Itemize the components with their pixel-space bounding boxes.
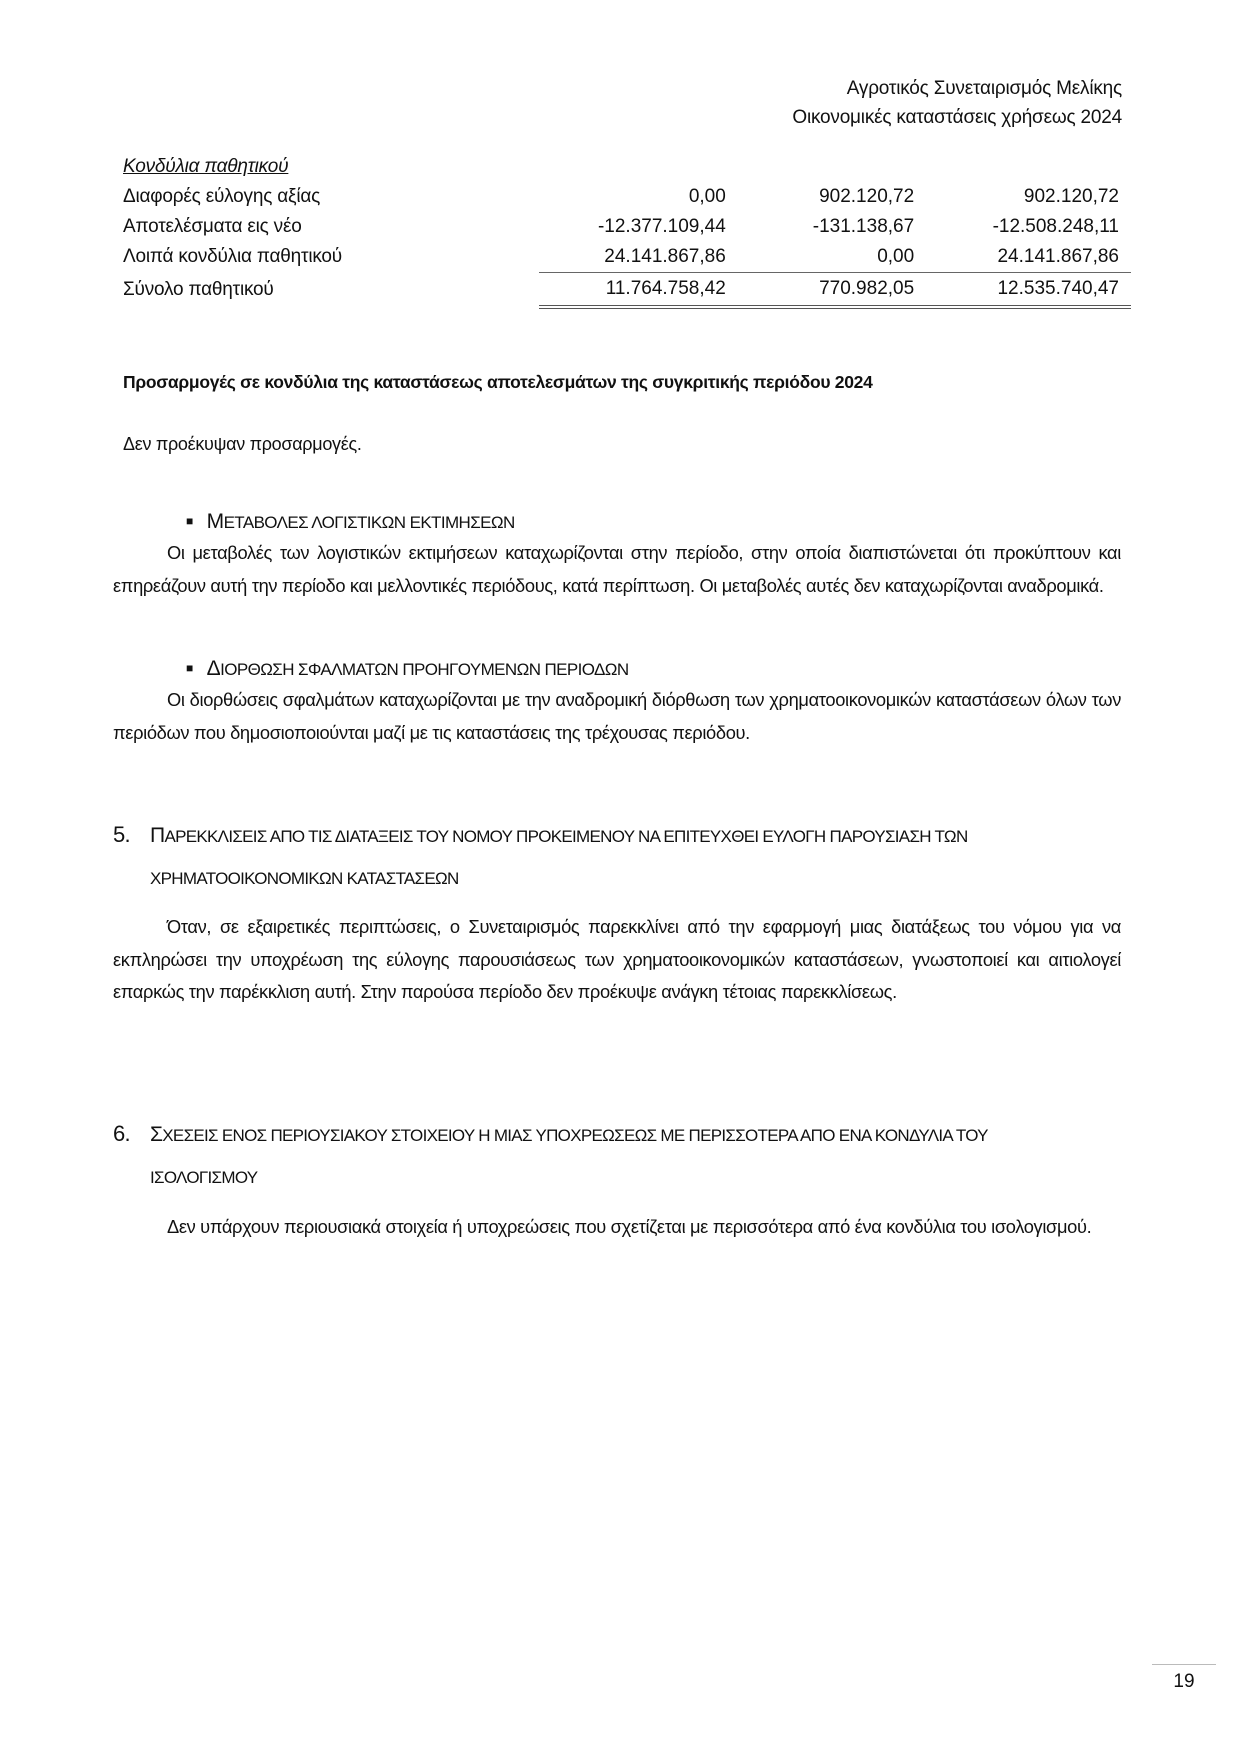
table-row	[123, 182, 1131, 212]
table-section-row	[123, 152, 1131, 182]
cell-value: 0,00	[738, 242, 926, 273]
cell-value: -12.508.248,11	[992, 216, 1119, 237]
report-title: Οικονομικές καταστάσεις χρήσεως 2024	[792, 107, 1122, 128]
row-label: Σύνολο παθητικού	[123, 278, 274, 300]
square-bullet-icon: ■	[186, 661, 193, 675]
paragraph-estimates: Οι μεταβολές των λογιστικών εκτιμήσεων καταχωρίζονται στην περίοδο, στην οποία διαπιστώνεται ότι προκύπτουν και επηρεάζουν αυτή την περίοδο και μελλοντικές περιόδους, κατά περίπτωση. Οι μεταβολές αυτές δεν καταχωρίζονται αναδρομικά.	[113, 542, 1121, 596]
cell-value: -131.138,67	[812, 216, 915, 237]
section-heading-continuation: ΧΡΗΜΑΤΟΟΙΚΟΝΟΜΙΚΩΝ ΚΑΤΑΣΤΑΣΕΩΝ	[150, 869, 459, 888]
table-row	[123, 242, 1131, 273]
section-number: 6.	[113, 1121, 130, 1146]
paragraph-section-6: Δεν υπάρχουν περιουσιακά στοιχεία ή υποχρεώσεις που σχετίζεται με περισσότερα από ένα κονδύλια του ισολογισμού.	[167, 1216, 1092, 1237]
cell-value: 12.535.740,47	[926, 273, 1131, 308]
table-row	[123, 212, 1131, 242]
cell-value: 24.141.867,86	[926, 242, 1131, 273]
cell-value: 770.982,05	[738, 273, 926, 308]
section-title: Κονδύλια παθητικού	[123, 156, 289, 177]
paragraph-section-5: Όταν, σε εξαιρετικές περιπτώσεις, ο Συνεταιρισμός παρεκκλίνει από την εφαρμογή μιας διατάξεως του νόμου για να εκπληρώσει την υποχρέωση της εύλογης παρουσιάσεως των χρηματοοικονομικών καταστάσεων, γνωστοποιεί και αιτιολογεί επαρκώς την παρέκκλιση αυτή. Στην παρούσα περίοδο δεν προέκυψε ανάγκη τέτοιας παρεκκλίσεως.	[113, 916, 1121, 1002]
row-label: Λοιπά κονδύλια παθητικού	[123, 246, 342, 268]
bullet-heading-corrections: ■ ΔΙΟΡΘΩΣΗ ΣΦΑΛΜΑΤΩΝ ΠΡΟΗΓΟΥΜΕΝΩΝ ΠΕΡΙΟΔΩΝ	[186, 657, 629, 680]
cell-value: 24.141.867,86	[539, 242, 738, 273]
liabilities-table	[123, 152, 1131, 309]
bullet-heading-estimates: ■ ΜΕΤΑΒΟΛΕΣ ΛΟΓΙΣΤΙΚΩΝ ΕΚΤΙΜΗΣΕΩΝ	[186, 510, 515, 533]
cell-value: 0,00	[688, 186, 726, 207]
paragraph-corrections: Οι διορθώσεις σφαλμάτων καταχωρίζονται με την αναδρομική διόρθωση των χρηματοοικονομικών καταστάσεων όλων των περιόδων που δημοσιοποιούνται μαζί με τις καταστάσεις της τρέχουσας περιόδου.	[113, 689, 1121, 743]
page-number: 19	[1173, 1671, 1195, 1692]
page-header	[792, 74, 1122, 132]
organization-name: Αγροτικός Συνεταιρισμός Μελίκης	[846, 78, 1122, 99]
cell-value: 11.764.758,42	[539, 273, 738, 308]
adjustments-heading: Προσαρμογές σε κονδύλια της καταστάσεως αποτελεσμάτων της συγκριτικής περιόδου 2024	[123, 372, 873, 392]
footer-divider	[1152, 1664, 1216, 1665]
adjustments-text: Δεν προέκυψαν προσαρμογές.	[123, 434, 362, 454]
section-heading-5: 5. ΠΑΡΕΚΚΛΙΣΕΙΣ ΑΠΟ ΤΙΣ ΔΙΑΤΑΞΕΙΣ ΤΟΥ ΝΟΜΟΥ ΠΡΟΚΕΙΜΕΝΟΥ ΝΑ ΕΠΙΤΕΥΧΘΕΙ ΕΥΛΟΓΗ ΠΑΡΟΥΣΙΑΣΗ ΤΩΝ ΧΡΗΜΑΤΟΟΙΚΟΝΟΜΙΚΩΝ ΚΑΤΑΣΤΑΣΕΩΝ	[113, 814, 1133, 900]
row-label: Αποτελέσματα εις νέο	[123, 216, 302, 237]
table-total-row	[123, 273, 1131, 308]
cell-value: 902.120,72	[1023, 186, 1119, 207]
square-bullet-icon: ■	[186, 514, 193, 528]
row-label: Διαφορές εύλογης αξίας	[123, 186, 321, 207]
section-number: 5.	[113, 822, 130, 847]
cell-value: 902.120,72	[819, 186, 915, 207]
cell-value: -12.377.109,44	[597, 216, 726, 237]
section-heading-6: 6. ΣΧΕΣΕΙΣ ΕΝΟΣ ΠΕΡΙΟΥΣΙΑΚΟΥ ΣΤΟΙΧΕΙΟΥ Η ΜΙΑΣ ΥΠΟΧΡΕΩΣΕΩΣ ΜΕ ΠΕΡΙΣΣΟΤΕΡΑ ΑΠΟ ΕΝΑ ΚΟΝΔΥΛΙΑ ΤΟΥ ΙΣΟΛΟΓΙΣΜΟΥ	[113, 1113, 1133, 1199]
section-heading-continuation: ΙΣΟΛΟΓΙΣΜΟΥ	[150, 1168, 258, 1187]
